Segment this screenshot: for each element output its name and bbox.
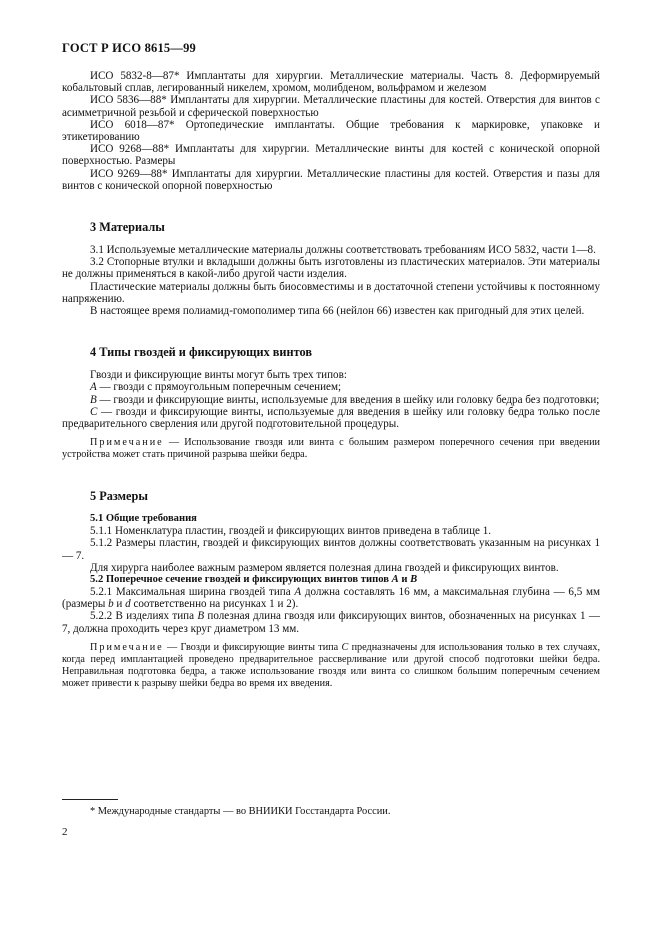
- paragraph-3-4: В настоящее время полиамид-гомополимер типа 66 (нейлон 66) известен как пригодный для этих целей.: [90, 305, 585, 318]
- reference-item: ИСО 5836—88* Имплантаты для хирургии. Металлические пластины для костей. Отверстия для винтов с асимметричной резьбой и сферической поверхностью: [62, 94, 600, 119]
- type-letter: В: [410, 574, 418, 586]
- type-c-text: — гвозди и фиксирующие винты, используемые для введения в шейку или головку бедра только после предварительного сверления или другой подготовительной процедуры.: [62, 405, 600, 431]
- text-run: 5.2.1 Максимальная ширина гвоздей типа: [90, 586, 295, 599]
- type-letter: А: [294, 586, 302, 599]
- section-5-heading: 5 Размеры: [90, 489, 148, 504]
- text-run: 5.2.2 В изделиях типа: [90, 610, 198, 623]
- note-text: предназначены для использования только в тех случаях, когда перед имплантацией проведено предварительное рассверливание или другой способ подготовки шейки бедра. Неправильная подготовка бедра, а также использование гвоздя или винта со слишком большим поперечным сечением может привести к разрыву шейки бедра во время их введения.: [62, 641, 600, 689]
- paragraph-5-1-1: 5.1.1 Номенклатура пластин, гвоздей и фиксирующих винтов приведена в таблице 1.: [90, 525, 492, 538]
- dimension-variable: b: [108, 598, 114, 611]
- paragraph-5-2-2: [62, 610, 600, 634]
- type-letter: В: [197, 610, 205, 623]
- paragraph-5-1-2: 5.1.2 Размеры пластин, гвоздей и фиксирующих винтов должны соответствовать указанным на рисунках 1 — 7.: [62, 537, 600, 562]
- type-c-letter: С: [90, 405, 98, 418]
- type-c-item: [62, 406, 600, 430]
- note-text: — Использование гвоздя или винта с большим размером поперечного сечения при введении устройства может стать причиной разрыва шейки бедра.: [62, 437, 600, 461]
- dimension-variable: d: [125, 598, 131, 611]
- type-b-item: [62, 394, 600, 406]
- normative-references: [62, 70, 600, 192]
- subsection-5-2-heading: [62, 574, 600, 586]
- type-b-letter: В: [90, 393, 97, 406]
- paragraph-5-2-1: [62, 586, 600, 610]
- paragraph-3-2: 3.2 Стопорные втулки и вкладыши должны быть изготовлены из пластических материалов. Эти материалы не должны применяться в какой-либо другой части изделия.: [62, 256, 600, 281]
- reference-item: ИСО 9269—88* Имплантаты для хирургии. Металлические пластины для костей. Отверстия и пазы для винтов с конической опорной поверхностью: [62, 167, 600, 192]
- type-a-item: [62, 381, 600, 393]
- type-letter: С: [341, 641, 349, 653]
- standard-code-header: ГОСТ Р ИСО 8615—99: [62, 41, 196, 55]
- subsection-5-1-heading: 5.1 Общие требования: [90, 513, 197, 525]
- section-4-note: [62, 437, 600, 461]
- footnote: * Международные стандарты — во ВНИИКИ Госстандарта России.: [90, 806, 391, 817]
- text-run: полезная длина гвоздя или фиксирующих винтов, обозначенных на рисунках 1 — 7, должна проходить через круг диаметром 13 мм.: [62, 610, 601, 635]
- paragraph-5-1-3: Для хирурга наиболее важным размером является полезная длина гвоздей и фиксирующих винтов.: [90, 561, 559, 574]
- note-label: Примечание: [90, 437, 164, 449]
- reference-item: ИСО 5832-8—87* Имплантаты для хирургии. Металлические материалы. Часть 8. Деформируемый кобальтовый сплав, легированный никелем, хромом, молибденом, вольфрамом и железом: [62, 70, 600, 95]
- paragraph-3-3: Пластические материалы должны быть биосовместимы и в достаточной степени устойчивы к постоянному напряжению.: [62, 280, 600, 305]
- type-a-text: — гвозди с прямоугольным поперечным сечением;: [96, 381, 342, 394]
- type-b-text: — гвозди и фиксирующие винты, используемые для введения в шейку или головку бедра без подготовки;: [96, 393, 600, 406]
- note-label: Примечание: [90, 641, 164, 653]
- section-4-heading: 4 Типы гвоздей и фиксирующих винтов: [90, 345, 312, 360]
- paragraph-3-1: 3.1 Используемые металлические материалы должны соответствовать требованиям ИСО 5832, части 1—8.: [90, 244, 596, 257]
- type-a-letter: А: [90, 381, 97, 394]
- reference-item: ИСО 6018—87* Ортопедические имплантаты. Общие требования к маркировке, упаковке и этикетированию: [62, 118, 600, 144]
- text-run: и: [113, 598, 126, 611]
- text-run: соответственно на рисунках 1 и 2).: [130, 598, 299, 611]
- section-5-note: [62, 642, 600, 690]
- page-number: 2: [62, 826, 68, 838]
- note-text: — Гвозди и фиксирующие винты типа: [163, 641, 342, 653]
- reference-item: ИСО 9268—88* Имплантаты для хирургии. Металлические винты для костей с конической опорной поверхностью. Размеры: [62, 143, 600, 168]
- conjunction: и: [398, 574, 411, 586]
- footnote-divider: [62, 799, 118, 800]
- text-run: должна составлять 16 мм, а максимальная глубина — 6,5 мм (размеры: [62, 586, 600, 611]
- paragraph-4-intro: Гвозди и фиксирующие винты могут быть трех типов:: [90, 369, 347, 382]
- section-3-heading: 3 Материалы: [90, 220, 165, 235]
- subsection-5-2-title: 5.2 Поперечное сечение гвоздей и фиксирующих винтов типов: [90, 574, 392, 586]
- document-body: [62, 70, 600, 690]
- type-letter: А: [391, 574, 399, 586]
